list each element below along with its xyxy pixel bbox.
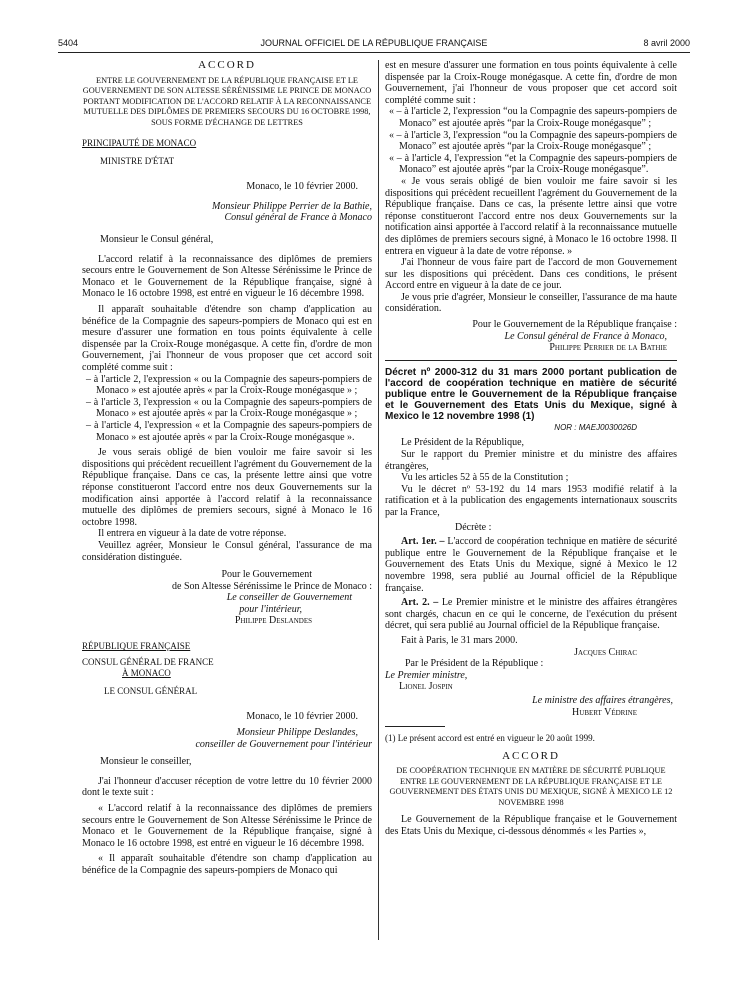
accord2-subtitle: DE COOPÉRATION TECHNIQUE EN MATIÈRE DE SÉCURITÉ PUBLIQUE ENTRE LE GOUVERNEMENT DE LA RÉPUBLIQUE FRANÇAISE ET LE GOUVERNEMENT DES ÉTATS UNIS DU MEXIQUE, SIGNÉ À MEXICO LE 12 NOVEMBRE 1998 bbox=[389, 766, 673, 807]
signatory-name: Philippe Deslandes bbox=[234, 615, 312, 627]
signature-line: Le Premier ministre, bbox=[385, 669, 468, 681]
article-1-label: Art. 1er. – bbox=[401, 536, 445, 548]
left-column bbox=[82, 60, 372, 877]
paragraph: Sur le rapport du Premier ministre et du ministre des affaires étrangères, bbox=[385, 449, 677, 472]
list-item: « – à l'article 2, l'expression “ou la Compagnie des sapeurs-pompiers de Monaco” est ajoutée après “par la Croix-Rouge monégasque” ; bbox=[389, 106, 677, 129]
republique-label: RÉPUBLIQUE FRANÇAISE bbox=[82, 641, 191, 652]
signature-line: Le ministre des affaires étrangères, bbox=[532, 694, 673, 706]
consul-label: À MONACO bbox=[122, 668, 171, 679]
paragraph: « L'accord relatif à la reconnaissance des diplômes de premiers secours entre le Gouvernement de Son Altesse Sérénissime le Prince de Monaco et le Gouvernement de la République française, signé à Monaco le 16 octobre 1998, est entré en vigueur le 16 décembre 1998. bbox=[82, 803, 372, 849]
paragraph: Le Président de la République, bbox=[401, 437, 525, 449]
decrete-label: Décrète : bbox=[455, 521, 492, 533]
article-2-label: Art. 2. – bbox=[401, 597, 439, 609]
place-date-1: Monaco, le 10 février 2000. bbox=[246, 181, 358, 193]
page-header bbox=[58, 38, 690, 53]
signature-line: pour l'intérieur, bbox=[239, 603, 302, 615]
signatory-name: Hubert Védrine bbox=[572, 706, 637, 718]
addressee-1a: Monsieur Philippe Perrier de la Bathie, bbox=[212, 200, 372, 212]
page-number: 5404 bbox=[58, 38, 79, 48]
addressee-1b: Consul général de France à Monaco bbox=[224, 212, 372, 224]
paragraph: J'ai l'honneur de vous faire part de l'accord de mon Gouvernement sur les dispositions qui précèdent. Dans ces conditions, le présent Accord entre en vigueur à la date de ce jour. bbox=[385, 257, 677, 292]
paragraph: Il apparaît souhaitable d'étendre son champ d'application au bénéfice de la Compagnie des sapeurs-pompiers de Monaco qui est en mesure d'assurer une formation en tous points équivalente à celle dispensée par la Croix-Rouge monégasque. A cette fin, d'ordre de mon Gouvernement, j'ai l'honneur de vous proposer que cet accord soit complété comme suit : bbox=[82, 304, 372, 373]
list-item: – à l'article 2, l'expression « ou la Compagnie des sapeurs-pompiers de Monaco » est ajoutée après « par la Croix-Rouge monégasque » ; bbox=[86, 373, 372, 397]
signature-line: Le conseiller de Gouvernement bbox=[226, 592, 352, 604]
list-item: – à l'article 3, l'expression « ou la Compagnie des sapeurs-pompiers de Monaco » est ajoutée après « par la Croix-Rouge monégasque » ; bbox=[86, 396, 372, 420]
list-item: – à l'article 4, l'expression « et la Compagnie des sapeurs-pompiers de Monaco » est ajoutée après « par la Croix-Rouge monégasque ». bbox=[86, 419, 372, 443]
list-item: « – à l'article 4, l'expression “et la Compagnie des sapeurs-pompiers de Monaco” est ajoutée après “par la Croix-Rouge monégasque”. bbox=[389, 152, 677, 176]
salutation-2: Monsieur le conseiller, bbox=[100, 756, 192, 768]
article-2: Art. 2. – Le Premier ministre et le ministre des affaires étrangères sont chargés, chacun en ce qui le concerne, de l'exécution du présent décret, qui sera publié au Journal officiel de la République française. bbox=[385, 597, 677, 632]
signature-line: Le Consul général de France à Monaco, bbox=[504, 330, 667, 342]
signatory-name: Lionel Jospin bbox=[399, 681, 453, 693]
nor-reference: NOR : MAEJ0030026D bbox=[554, 422, 637, 432]
addressee-2b: conseiller de Gouvernement pour l'intérieur bbox=[195, 738, 372, 750]
signature-line: Pour le Gouvernement bbox=[221, 569, 312, 581]
paragraph: Il entrera en vigueur à la date de votre réponse. bbox=[98, 528, 287, 540]
signatory-name: Philippe Perrier de la Bathie bbox=[549, 342, 667, 354]
right-column bbox=[385, 60, 677, 837]
accord2-title: ACCORD bbox=[502, 749, 560, 762]
footnote-rule bbox=[385, 726, 445, 727]
article-1: Art. 1er. – L'accord de coopération technique en matière de sécurité publique entre le Gouvernement de la République française et le Gouvernement des Etats Unis du Mexique, signé à Mexico le 12 novembre 1998, sera publié au Journal officiel de la République française. bbox=[385, 536, 678, 594]
paragraph: Vu les articles 52 à 55 de la Constitution ; bbox=[401, 472, 569, 484]
paragraph: Vu le décret nº 53-192 du 14 mars 1953 modifié relatif à la ratification et à la publication des engagements internationaux souscrits par la France, bbox=[385, 483, 677, 518]
paragraph: L'accord relatif à la reconnaissance des diplômes de premiers secours entre le Gouvernement de Son Altesse Sérénissime le Prince de Monaco et le Gouvernement de la République française, signé à Monaco le 16 octobre 1998, est entré en vigueur le 16 décembre 1998. bbox=[82, 253, 372, 300]
signature-line: Par le Président de la République : bbox=[405, 658, 544, 670]
footnote: (1) Le présent accord est entré en vigueur le 20 août 1999. bbox=[385, 733, 595, 744]
paragraph: Veuillez agréer, Monsieur le Consul général, l'assurance de ma considération distinguée. bbox=[82, 539, 372, 563]
addressee-2a: Monsieur Philippe Deslandes, bbox=[236, 727, 358, 739]
paragraph: J'ai l'honneur d'accuser réception de votre lettre du 10 février 2000 dont le texte suit : bbox=[82, 775, 372, 799]
consul-label: LE CONSUL GÉNÉRAL bbox=[104, 685, 198, 696]
paragraph: « Il apparaît souhaitable d'étendre son champ d'application au bénéfice de la Compagnie des sapeurs-pompiers de Monaco qui bbox=[82, 853, 372, 876]
paragraph: Le Gouvernement de la République française et le Gouvernement des Etats Unis du Mexique, ci-dessous dénommés « les Parties », bbox=[385, 814, 677, 837]
list-item: « – à l'article 3, l'expression “ou la Compagnie des sapeurs-pompiers de Monaco” est ajoutée après “par la Croix-Rouge monégasque” ; bbox=[389, 129, 677, 153]
signature-line: de Son Altesse Sérénissime le Prince de Monaco : bbox=[172, 580, 372, 592]
principaute-label: PRINCIPAUTÉ DE MONACO bbox=[82, 138, 197, 149]
paragraph: « Je vous serais obligé de bien vouloir me faire savoir si les dispositions qui précèdent recueillent l'agrément du Gouvernement de la République française. Dans ce cas, la présente lettre ainsi que votre réponse constitueront l'accord entre nos deux Gouvernements sur la notification ainsi apportée à l'accord relatif à la reconnaissance mutuelle des diplômes de premiers secours signé, à Monaco le 16 octobre 1998. Il entrera en vigueur à la date de votre réponse. » bbox=[385, 175, 677, 257]
ministre-label: MINISTRE D'ÉTAT bbox=[100, 155, 175, 166]
signature-line: Pour le Gouvernement de la République française : bbox=[472, 319, 677, 331]
journal-title: JOURNAL OFFICIEL DE LA RÉPUBLIQUE FRANÇAISE bbox=[260, 38, 488, 48]
paragraph: Je vous serais obligé de bien vouloir me faire savoir si les dispositions qui précèdent recueillent l'agrément du Gouvernement de la République française. Dans ce cas, la présente lettre ainsi que votre réponse constitueront l'accord entre nos deux Gouvernements sur la modification ainsi apportée à l'accord relatif à la reconnaissance mutuelle des diplômes de premiers secours, signé à Monaco le 16 octobre 1998. bbox=[82, 447, 372, 528]
paragraph: Je vous prie d'agréer, Monsieur le conseiller, l'assurance de ma haute considération. bbox=[385, 291, 677, 315]
issue-date: 8 avril 2000 bbox=[643, 38, 690, 48]
salutation-1: Monsieur le Consul général, bbox=[100, 234, 214, 246]
accord-title: ACCORD bbox=[198, 59, 256, 71]
column-separator bbox=[378, 60, 379, 940]
decree-title: Décret nº 2000-312 du 31 mars 2000 portant publication de l'accord de coopération technique en matière de sécurité publique entre le Gouvernement de la République française et le Gouvernement des Etats Unis du Mexique, signé à Mexico le 12 novembre 1998 (1) bbox=[385, 360, 677, 422]
place-date-2: Monaco, le 10 février 2000. bbox=[246, 711, 358, 723]
accord-subtitle: ENTRE LE GOUVERNEMENT DE LA RÉPUBLIQUE FRANÇAISE ET LE GOUVERNEMENT DE SON ALTESSE SÉRÉNISSIME LE PRINCE DE MONACO PORTANT MODIFICATION DE L'ACCORD RELATIF À LA RECONNAISSANCE MUTUELLE DES DIPLÔMES DE PREMIERS SECOURS DU 16 OCTOBRE 1998, SOUS FORME D'ÉCHANGE DE LETTRES bbox=[82, 75, 372, 127]
signatory-name: Jacques Chirac bbox=[574, 646, 637, 658]
fait-line: Fait à Paris, le 31 mars 2000. bbox=[401, 634, 518, 646]
paragraph: est en mesure d'assurer une formation en tous points équivalente à celle dispensée par la Croix-Rouge monégasque. A cette fin, d'ordre de mon Gouvernement, j'ai l'honneur de vous proposer que cet accord soit complété comme suit : bbox=[385, 60, 677, 106]
consul-label: CONSUL GÉNÉRAL DE FRANCE bbox=[82, 656, 214, 667]
